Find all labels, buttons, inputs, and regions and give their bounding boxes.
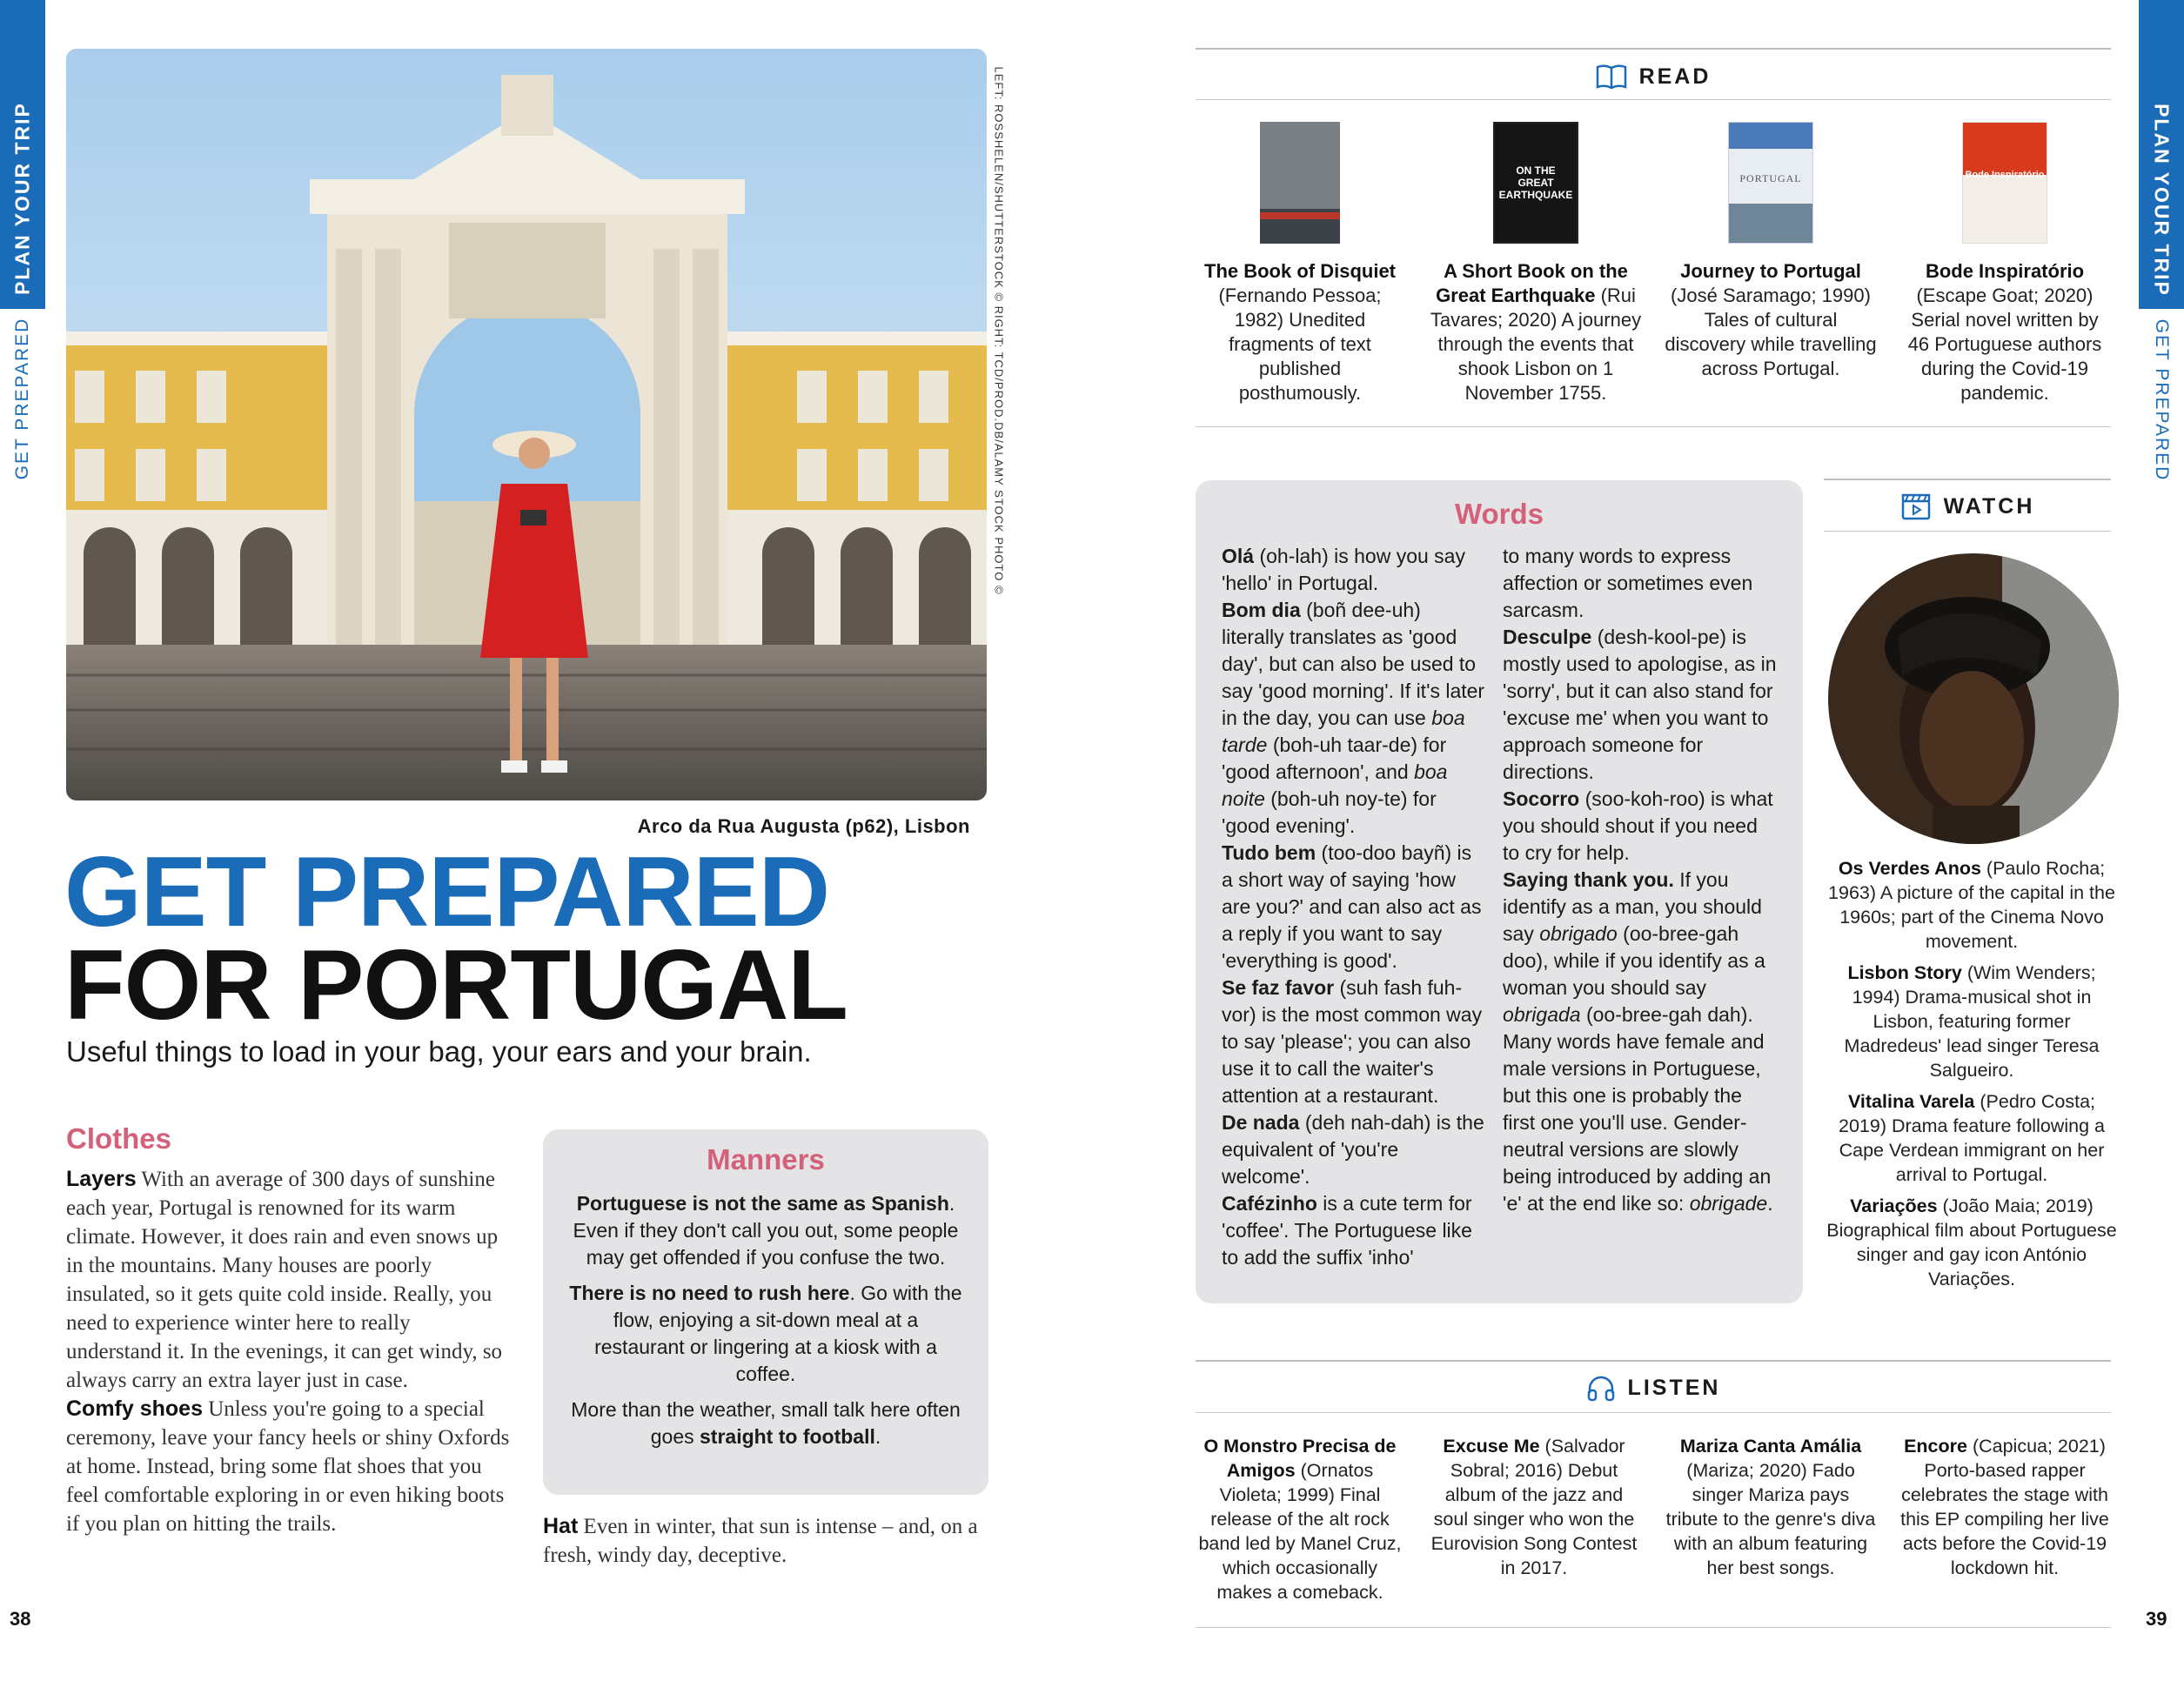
- listen-top-rule: [1196, 1360, 2111, 1362]
- word-entry: [1503, 624, 1777, 786]
- book-cover-title: PORTUGAL: [1739, 172, 1802, 184]
- word-term: Socorro: [1503, 787, 1580, 810]
- watch-heading: WATCH: [1943, 493, 2035, 519]
- film-title: Variações: [1850, 1195, 1938, 1216]
- book-item: [1899, 122, 2111, 405]
- film-desc: (Paulo Rocha; 1963) A picture of the capital in the 1960s; part of the Cinema Novo movement.: [1828, 858, 2115, 952]
- words-column-right: [1503, 543, 1777, 1271]
- photo-caption: Arco da Rua Augusta (p62), Lisbon: [637, 815, 970, 837]
- word-text: (boh-uh noy-te) for 'good evening'.: [1222, 787, 1437, 837]
- word-entry: [1222, 1109, 1487, 1190]
- film-item: [1824, 961, 2120, 1082]
- book-desc: (Fernando Pessoa; 1982) Unedited fragments of text published posthumously.: [1218, 285, 1382, 404]
- read-header: [1196, 59, 2111, 94]
- word-term: De nada: [1222, 1111, 1300, 1134]
- manners-p2-text: . Go with the flow, enjoying a sit-down meal at a restaurant or lingering at a kiosk with a coffee.: [594, 1282, 962, 1385]
- album-item: [1899, 1434, 2111, 1580]
- watch-header-rule: [1824, 531, 2111, 532]
- clothes-body: [66, 1165, 510, 1538]
- manners-p1-bold: Portuguese is not the same as Spanish: [576, 1192, 949, 1215]
- clothes-layers-term: Layers: [66, 1167, 137, 1191]
- words-card: [1196, 480, 1803, 1303]
- manners-p1-text: . Even if they don't call you out, some people may get offended if you confuse the two.: [573, 1192, 959, 1269]
- film-clapper-icon: [1900, 492, 1932, 520]
- word-entry: [1222, 974, 1487, 1109]
- word-text: If you identify as a man, you should say: [1503, 868, 1762, 945]
- album-desc: (Ornatos Violeta; 1999) Final release of the alt rock band led by Manel Cruz, which occasionally makes a comeback.: [1198, 1460, 1402, 1603]
- album-item: [1427, 1434, 1641, 1580]
- book-cover: [1728, 122, 1813, 244]
- book-item: [1196, 122, 1404, 405]
- book-desc: (Escape Goat; 2020) Serial novel written by 46 Portuguese authors during the Covid-19 pandemic.: [1907, 285, 2102, 404]
- book-title: The Book of Disquiet: [1204, 260, 1396, 282]
- clothes-hat-text: Even in winter, that sun is intense – and, on a fresh, windy day, deceptive.: [543, 1515, 978, 1567]
- book-cover-title: Bode Inspiratório: [1965, 170, 2045, 180]
- clothes-hat: [543, 1512, 987, 1570]
- watch-top-rule: [1824, 479, 2111, 480]
- word-italic: boa tarde: [1222, 707, 1465, 756]
- film-item: [1824, 1194, 2120, 1291]
- word-entry: [1222, 597, 1487, 840]
- word-italic: obrigado: [1539, 922, 1618, 945]
- arch-illustration: [66, 49, 987, 800]
- page-title-line2: FOR PORTUGAL: [64, 930, 847, 1041]
- words-heading: Words: [1454, 498, 1544, 530]
- word-text: (too-doo bayñ) is a short way of saying 'how are you?' and can also act as a reply if you want to say 'everything is good'.: [1222, 841, 1482, 972]
- word-term: Se faz favor: [1222, 976, 1335, 999]
- word-text: (oo-bree-gah doo), while if you identify as a woman you should say: [1503, 922, 1765, 999]
- clothes-layers-text: With an average of 300 days of sunshine each year, Portugal is renowned for its warm climate. However, it does rain and even snows up in the mountains. Many houses are poorly insulated, so it gets quite cold inside. Really, you need to experience winter here to really understand it. In the evenings, it can get windy, so always carry an extra layer just in case.: [66, 1168, 503, 1392]
- word-term: Cafézinho: [1222, 1192, 1317, 1215]
- manners-p2-bold: There is no need to rush here: [569, 1282, 850, 1304]
- manners-p3-text: More than the weather, small talk here often goes: [571, 1398, 961, 1448]
- word-text: to many words to express affection or sometimes even sarcasm.: [1503, 545, 1753, 621]
- page-subtitle: Useful things to load in your bag, your ears and your brain.: [66, 1035, 812, 1068]
- word-text: (boñ dee-uh) literally translates as 'good day', but can also be used to say 'good morning'. If it's later in the day, you can use: [1222, 599, 1485, 729]
- word-text: (soo-koh-roo) is what you should shout if you need to cry for help.: [1503, 787, 1773, 864]
- film-title: Lisbon Story: [1847, 962, 1962, 983]
- album-item: [1664, 1434, 1878, 1580]
- book-icon: [1596, 64, 1627, 90]
- manners-card: [543, 1129, 988, 1495]
- manners-p3-end: .: [874, 1425, 881, 1448]
- page-number-left: 38: [10, 1608, 31, 1630]
- album-desc: (Mariza; 2020) Fado singer Mariza pays tribute to the genre's diva with an album featuring her best songs.: [1665, 1460, 1876, 1578]
- read-header-rule: [1196, 99, 2111, 100]
- book-item: [1427, 122, 1645, 405]
- book-desc: (Rui Tavares; 2020) A journey through the events that shook Lisbon on 1 November 1755.: [1430, 285, 1642, 404]
- word-text: (oh-lah) is how you say 'hello' in Portugal.: [1222, 545, 1465, 594]
- word-text: (boh-uh taar-de) for 'good afternoon', and: [1222, 733, 1447, 783]
- book-cover: [1493, 122, 1578, 244]
- album-title: Excuse Me: [1443, 1436, 1540, 1457]
- book-item: [1662, 122, 1879, 381]
- album-title: Encore: [1904, 1436, 1967, 1457]
- clothes-hat-term: Hat: [543, 1514, 579, 1538]
- word-italic: obrigade: [1689, 1192, 1768, 1215]
- film-desc: (Pedro Costa; 2019) Drama feature following a Cape Verdean immigrant on her arrival to Portugal.: [1839, 1091, 2105, 1185]
- word-text: (suh fash fuh-vor) is the most common way to say 'please'; you can also use it to call the waiter's attention at a restaurant.: [1222, 976, 1483, 1107]
- album-item: [1197, 1434, 1403, 1604]
- word-text: is a cute term for 'coffee'. The Portuguese like to add the suffix 'inho': [1222, 1192, 1472, 1269]
- book-title: A Short Book on the Great Earthquake: [1436, 260, 1628, 306]
- book-title: Bode Inspiratório: [1925, 260, 2085, 282]
- words-column-left: [1222, 543, 1487, 1271]
- film-item: [1824, 1089, 2120, 1187]
- word-italic: boa noite: [1222, 760, 1448, 810]
- side-tab-right-trip: PLAN YOUR TRIP: [2150, 104, 2174, 297]
- manners-paragraph-1: [567, 1190, 964, 1271]
- book-title: Journey to Portugal: [1680, 260, 1861, 282]
- manners-heading: Manners: [707, 1143, 825, 1175]
- read-heading: READ: [1638, 64, 1712, 89]
- word-term: Saying thank you.: [1503, 868, 1674, 891]
- word-italic: obrigada: [1503, 1003, 1581, 1026]
- word-text: (desh-kool-pe) is mostly used to apologise, as in 'sorry', but it can also stand for 'excuse me' when you want to approach someone for directions.: [1503, 626, 1777, 783]
- film-item: [1824, 856, 2120, 954]
- manners-paragraph-2: [567, 1280, 964, 1388]
- word-entry: [1222, 1190, 1487, 1271]
- word-term: Bom dia: [1222, 599, 1301, 621]
- clothes-heading: Clothes: [66, 1122, 172, 1155]
- listen-heading: LISTEN: [1627, 1375, 1721, 1400]
- word-entry: [1503, 786, 1777, 867]
- listen-header-rule: [1196, 1412, 2111, 1413]
- photo-credit: LEFT: ROSSHELEN/SHUTTERSTOCK © RIGHT: TCD/PROD.DB/ALAMY STOCK PHOTO ©: [992, 66, 1006, 595]
- film-desc: (Wim Wenders; 1994) Drama-musical shot in Lisbon, featuring former Madredeus' lead singer Teresa Salgueiro.: [1844, 962, 2100, 1081]
- listen-header: [1196, 1370, 2111, 1405]
- film-desc: (João Maia; 2019) Biographical film about Portuguese singer and gay icon António Variações.: [1826, 1195, 2117, 1289]
- read-top-rule: [1196, 48, 2111, 50]
- page-number-right: 39: [2146, 1608, 2167, 1630]
- album-desc: (Capicua; 2021) Porto-based rapper celebrates the stage with this EP compiling her live acts before the Covid-19 lockdown hit.: [1900, 1436, 2109, 1578]
- watch-list: [1824, 856, 2120, 1298]
- word-term: Tudo bem: [1222, 841, 1316, 864]
- manners-paragraph-3: [567, 1396, 964, 1450]
- portrait-illustration: [1828, 553, 2119, 844]
- side-tab-left-trip: PLAN YOUR TRIP: [10, 102, 34, 295]
- word-term: Olá: [1222, 545, 1255, 567]
- word-text: (oo-bree-gah dah). Many words have female and male versions in Portuguese, but this one is probably the first one you'll use. Gender-neutral versions are slowly being introduced by adding an 'e' at the end like so:: [1503, 1003, 1772, 1215]
- side-tab-left-section: GET PREPARED: [12, 317, 32, 480]
- film-still: [1828, 553, 2119, 844]
- listen-bottom-rule: [1196, 1627, 2111, 1628]
- book-desc: (José Saramago; 1990) Tales of cultural discovery while travelling across Portugal.: [1665, 285, 1877, 379]
- read-bottom-rule: [1196, 426, 2111, 427]
- page-title-line1: GET PREPARED: [64, 837, 830, 948]
- album-desc: (Salvador Sobral; 2016) Debut album of the jazz and soul singer who won the Eurovision Song Contest in 2017.: [1430, 1436, 1638, 1578]
- word-entry: [1222, 543, 1487, 597]
- word-term: Desculpe: [1503, 626, 1592, 648]
- book-cover-title: ON THE GREAT EARTHQUAKE: [1498, 164, 1573, 201]
- watch-header: [1824, 489, 2111, 524]
- book-cover: [1260, 122, 1340, 244]
- headphones-icon: [1586, 1374, 1616, 1402]
- word-text: .: [1767, 1192, 1773, 1215]
- film-title: Vitalina Varela: [1847, 1091, 1975, 1112]
- word-entry: [1503, 867, 1777, 1217]
- film-title: Os Verdes Anos: [1838, 858, 1981, 879]
- arch-photo: [66, 49, 987, 800]
- clothes-shoes-text: Unless you're going to a special ceremony, leave your fancy heels or shiny Oxfords at home. Instead, bring some flat shoes that you feel comfortable exploring in or even hiking boots if you plan on hitting the trails.: [66, 1397, 510, 1536]
- book-cover: [1962, 122, 2047, 244]
- album-title: O Monstro Precisa de Amigos: [1203, 1436, 1397, 1481]
- clothes-shoes-term: Comfy shoes: [66, 1396, 203, 1421]
- word-entry: [1222, 840, 1487, 974]
- manners-p3-bold: straight to football: [700, 1425, 875, 1448]
- side-tab-right-section: GET PREPARED: [2152, 318, 2172, 482]
- album-title: Mariza Canta Amália: [1679, 1436, 1862, 1457]
- word-text: (deh nah-dah) is the equivalent of 'you're welcome'.: [1222, 1111, 1484, 1188]
- word-entry: [1503, 543, 1777, 624]
